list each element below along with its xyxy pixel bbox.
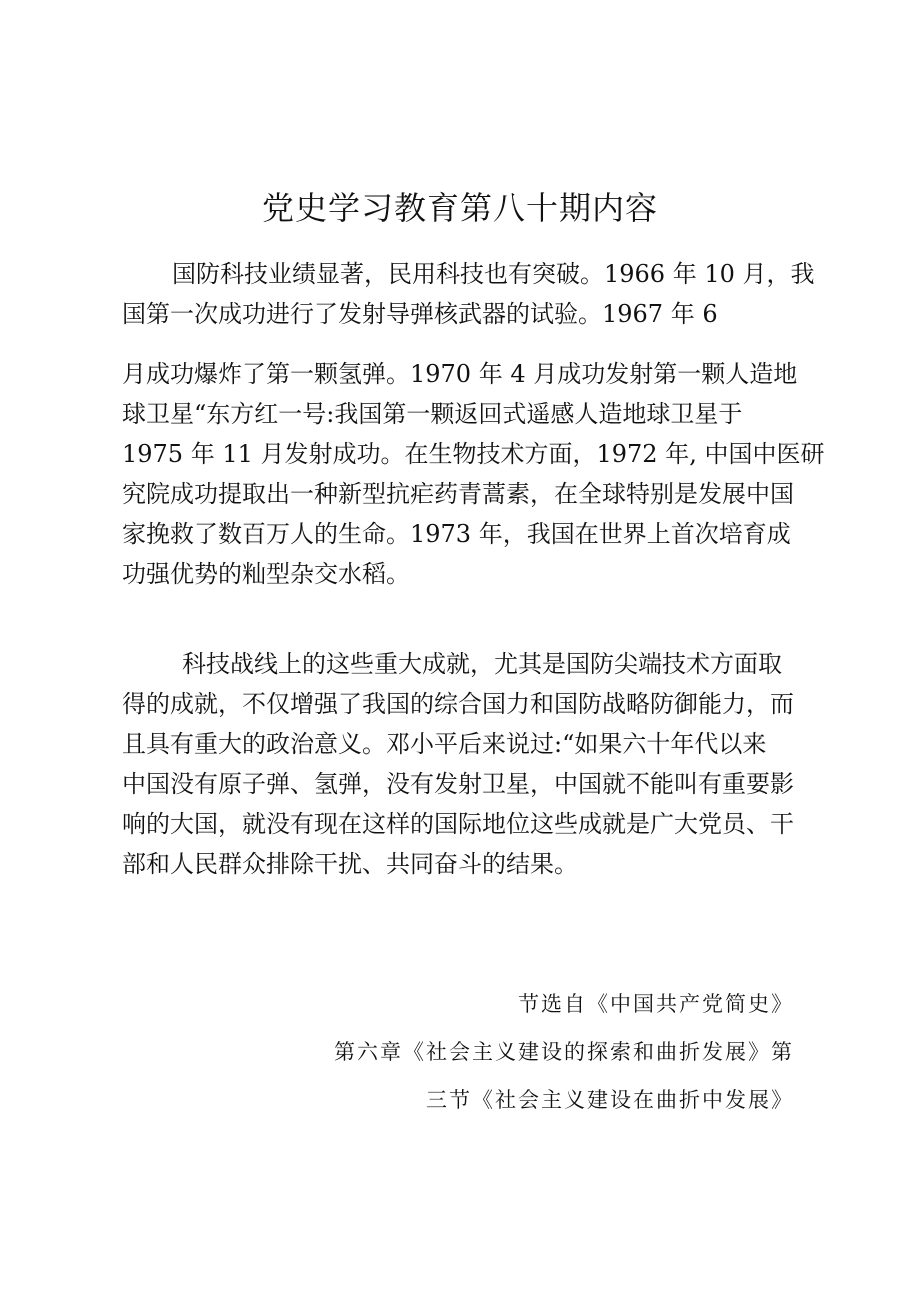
paragraph-1-line: 家挽救了数百万人的生命。1973 年，我国在世界上首次培育成: [122, 520, 791, 548]
paragraph-1-line: 月成功爆炸了第一颗氢弹。1970 年 4 月成功发射第一颗人造地: [122, 360, 798, 388]
paragraph-1-line: 国防科技业绩显著，民用科技也有突破。1966 年 10 月，我: [172, 260, 815, 288]
attribution-line: 第六章《社会主义建设的探索和曲折发展》第: [334, 1040, 794, 1064]
paragraph-2-line: 得的成就，不仅增强了我国的综合国力和国防战略防御能力，而: [122, 690, 794, 718]
paragraph-2: [122, 644, 812, 884]
paragraph-1-line: 功强优势的籼型杂交水稻。: [122, 560, 410, 588]
paragraph-2-line: 中国没有原子弹、氢弹，没有发射卫星，中国就不能叫有重要影: [122, 770, 794, 798]
source-attribution: [234, 980, 794, 1124]
paragraph-1-line: 1975 年 11 月发射成功。在生物技术方面，1972 年, 中国中医研: [122, 440, 825, 468]
attribution-line: 三节《社会主义建设在曲折中发展》: [426, 1088, 794, 1112]
paragraph-1: [122, 254, 825, 594]
paragraph-1-line: 球卫星“东方红一号:我国第一颗返回式遥感人造地球卫星于: [122, 400, 743, 428]
paragraph-1-line: 国第一次成功进行了发射导弹核武器的试验。1967 年 6: [122, 300, 718, 328]
paragraph-2-line: 部和人民群众排除干扰、共同奋斗的结果。: [122, 850, 578, 878]
page-title: 党史学习教育第八十期内容: [261, 189, 658, 227]
paragraph-2-line: 且具有重大的政治意义。邓小平后来说过:“如果六十年代以来: [122, 730, 767, 758]
attribution-line: 节选自《中国共产党简史》: [518, 992, 794, 1016]
paragraph-1-line: 究院成功提取出一种新型抗疟药青蒿素，在全球特别是发展中国: [122, 480, 794, 508]
paragraph-2-line: 响的大国，就没有现在这样的国际地位这些成就是广大党员、干: [122, 810, 794, 838]
paragraph-2-line: 科技战线上的这些重大成就，尤其是国防尖端技术方面取: [182, 650, 782, 678]
